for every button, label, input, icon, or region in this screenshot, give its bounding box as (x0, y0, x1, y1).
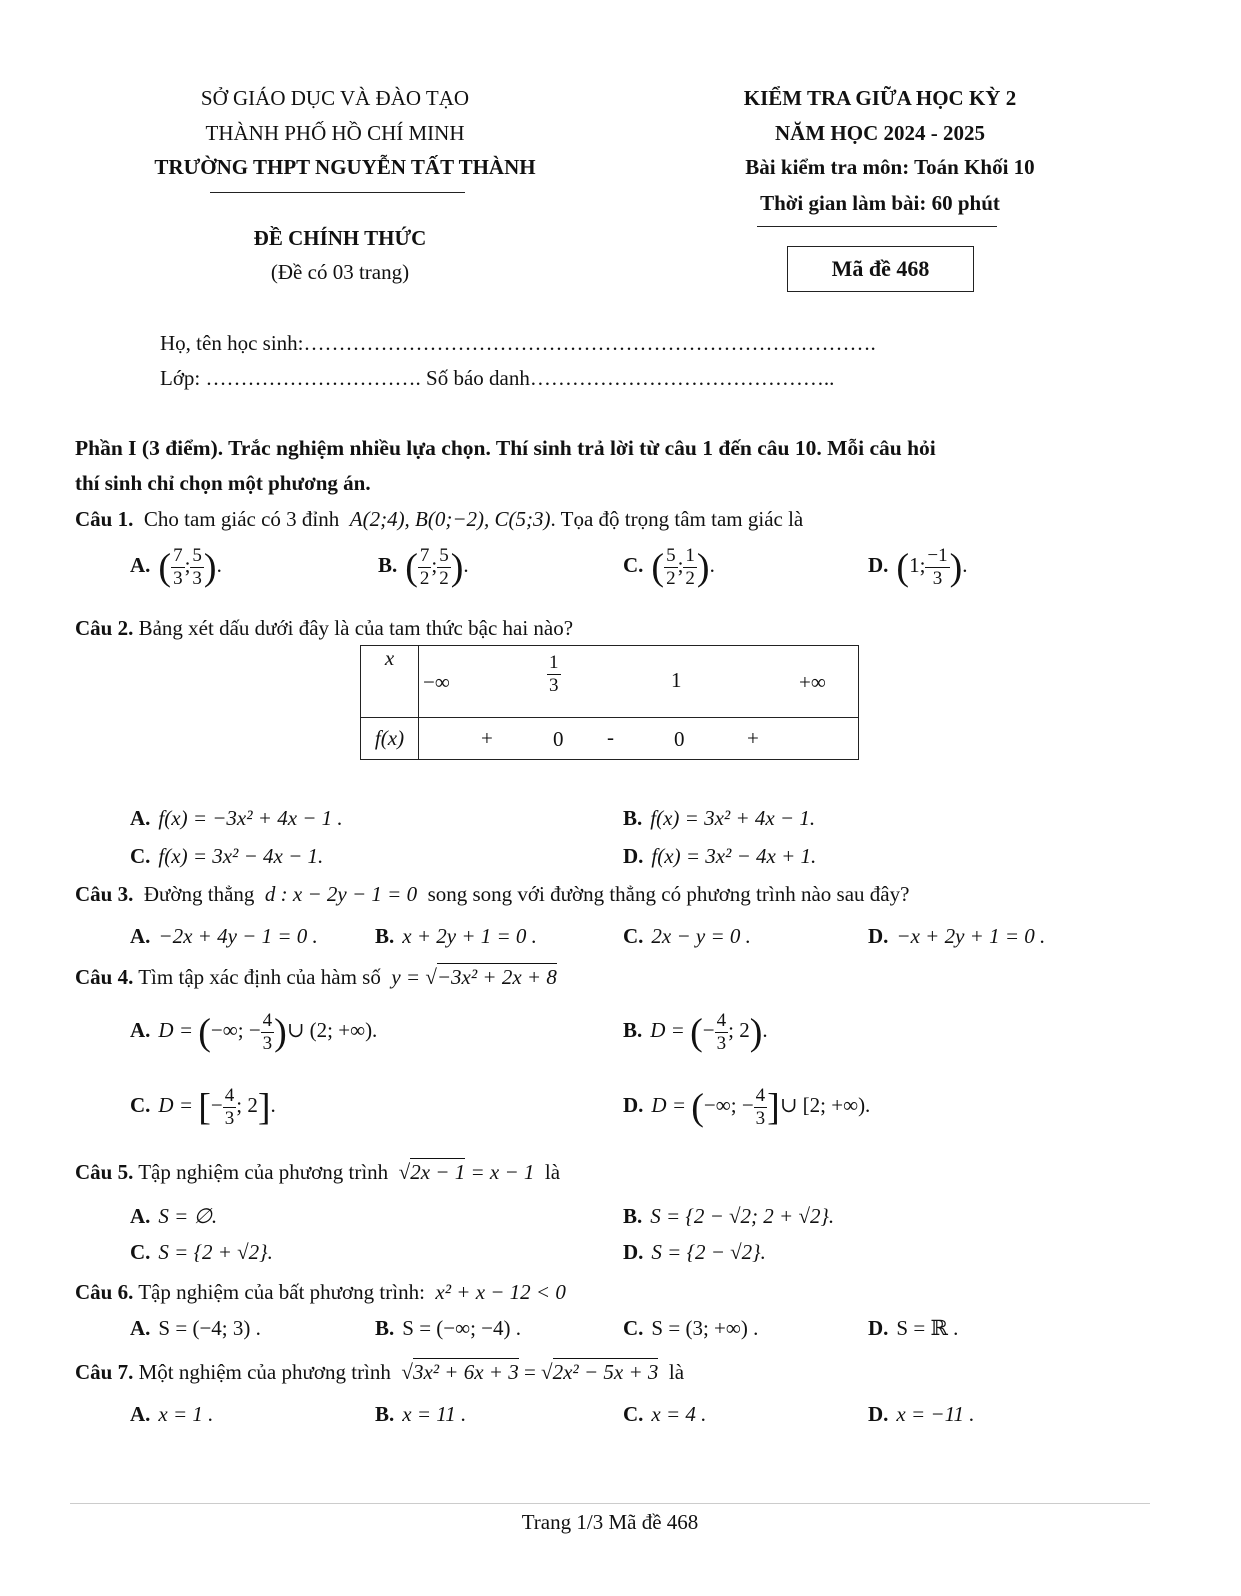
sign-table-fx-header: f(x) (361, 718, 419, 760)
q7-option-a[interactable]: A. x = 1 . (130, 1402, 214, 1426)
sign-table-signs: + 0 - 0 + (419, 718, 859, 760)
q6-option-c[interactable]: C. S = (3; +∞) . (623, 1316, 759, 1340)
header-divider-right (757, 226, 997, 227)
q3-option-c[interactable]: C. 2x − y = 0 . (623, 924, 751, 948)
question-5: Câu 5. Tập nghiệm của phương trình √2x − 1 = x − 1 là (75, 1160, 561, 1184)
q5-option-a[interactable]: A. S = ∅. (130, 1204, 218, 1228)
question-2: Câu 2. Bảng xét dấu dưới đây là của tam thức bậc hai nào? (75, 616, 574, 640)
q2-option-a[interactable]: A. f(x) = −3x² + 4x − 1 . (130, 806, 343, 830)
school-name: TRƯỜNG THPT NGUYỄN TẤT THÀNH (154, 155, 536, 179)
q3-option-d[interactable]: D. −x + 2y + 1 = 0 . (868, 924, 1046, 948)
question-4: Câu 4. Tìm tập xác định của hàm số y = √−3x² + 2x + 8 (75, 965, 557, 989)
sign-table-x-header: x (361, 646, 419, 718)
q6-option-b[interactable]: B. S = (−∞; −4) . (375, 1316, 522, 1340)
q4-option-c[interactable]: C. D = [− $\frac{4}{3}$ ; 2]. (130, 1085, 276, 1129)
q5-option-d[interactable]: D. S = {2 − √2}. (623, 1240, 766, 1264)
q5-option-c[interactable]: C. S = {2 + √2}. (130, 1240, 273, 1264)
q4-option-a[interactable]: A. D = (−∞; − $\frac{4}{3}$ )∪ (2; +∞). (130, 1010, 378, 1054)
page-count: (Đề có 03 trang) (270, 260, 410, 284)
q4-option-b[interactable]: B. D = (− $\frac{4}{3}$ ; 2). (623, 1010, 768, 1054)
school-year: NĂM HỌC 2024 - 2025 (775, 121, 985, 145)
part1-heading-cont: thí sinh chỉ chọn một phương án. (75, 471, 371, 495)
question-6: Câu 6. Tập nghiệm của bất phương trình: x² + x − 12 < 0 (75, 1280, 566, 1304)
question-7: Câu 7. Một nghiệm của phương trình √3x² + 6x + 3 = √2x² − 5x + 3 là (75, 1360, 685, 1384)
official-label: ĐỀ CHÍNH THỨC (253, 226, 427, 250)
q1-option-c[interactable]: C. ( $\frac{5}{2}$ ; $\frac{1}{2}$ ). (623, 545, 715, 589)
page-footer: Trang 1/3 Mã đề 468 (521, 1510, 699, 1534)
q2-option-d[interactable]: D. f(x) = 3x² − 4x + 1. (623, 844, 817, 868)
question-1: Câu 1. Cho tam giác có 3 đỉnh A(2;4), B(0;−2), C(5;3). Tọa độ trọng tâm tam giác là (75, 507, 804, 531)
q4-option-d[interactable]: D. D = (−∞; − $\frac{4}{3}$ ]∪ [2; +∞). (623, 1085, 871, 1129)
q1-option-d[interactable]: D. (1; $\frac{-1}{3}$ ). (868, 545, 968, 589)
exam-title: KIỂM TRA GIỮA HỌC KỲ 2 (743, 86, 1017, 110)
sign-table-x-values: −∞ $\frac{1}{3}$ 1 +∞ (419, 646, 859, 718)
q2-option-c[interactable]: C. f(x) = 3x² − 4x − 1. (130, 844, 324, 868)
sign-table (360, 645, 859, 760)
question-3: Câu 3. Đường thẳng d : x − 2y − 1 = 0 song song với đường thẳng có phương trình nào sau đây? (75, 882, 910, 906)
q2-option-b[interactable]: B. f(x) = 3x² + 4x − 1. (623, 806, 816, 830)
q7-option-c[interactable]: C. x = 4 . (623, 1402, 707, 1426)
footer-divider (70, 1503, 1150, 1504)
q7-option-d[interactable]: D. x = −11 . (868, 1402, 975, 1426)
city-name: THÀNH PHỐ HỒ CHÍ MINH (205, 121, 465, 145)
student-name-line: Họ, tên học sinh:………………………………………………………………………. (160, 331, 876, 355)
q6-option-d[interactable]: D. S = ℝ . (868, 1316, 959, 1340)
q5-option-b[interactable]: B. S = {2 − √2; 2 + √2}. (623, 1204, 835, 1228)
q1-option-b[interactable]: B. ( $\frac{7}{2}$ ; $\frac{5}{2}$ ). (378, 545, 469, 589)
q6-option-a[interactable]: A. S = (−4; 3) . (130, 1316, 261, 1340)
q3-option-a[interactable]: A. −2x + 4y − 1 = 0 . (130, 924, 318, 948)
q7-option-b[interactable]: B. x = 11 . (375, 1402, 467, 1426)
subject: Bài kiểm tra môn: Toán Khối 10 (745, 155, 1035, 179)
student-class-line: Lớp: …………………………. Số báo danh…………………………………….. (160, 366, 835, 390)
q1-option-a[interactable]: A. ( $\frac{7}{3}$ ; $\frac{5}{3}$ ). (130, 545, 222, 589)
q3-option-b[interactable]: B. x + 2y + 1 = 0 . (375, 924, 537, 948)
duration: Thời gian làm bài: 60 phút (760, 191, 1000, 215)
dept-name: SỞ GIÁO DỤC VÀ ĐÀO TẠO (200, 86, 470, 110)
header-divider-left (210, 192, 465, 193)
exam-code-box: Mã đề 468 (787, 246, 974, 292)
part1-heading: Phần I (3 điểm). Trắc nghiệm nhiều lựa chọn. Thí sinh trả lời từ câu 1 đến câu 10. Mỗi câu hỏi (75, 436, 936, 460)
